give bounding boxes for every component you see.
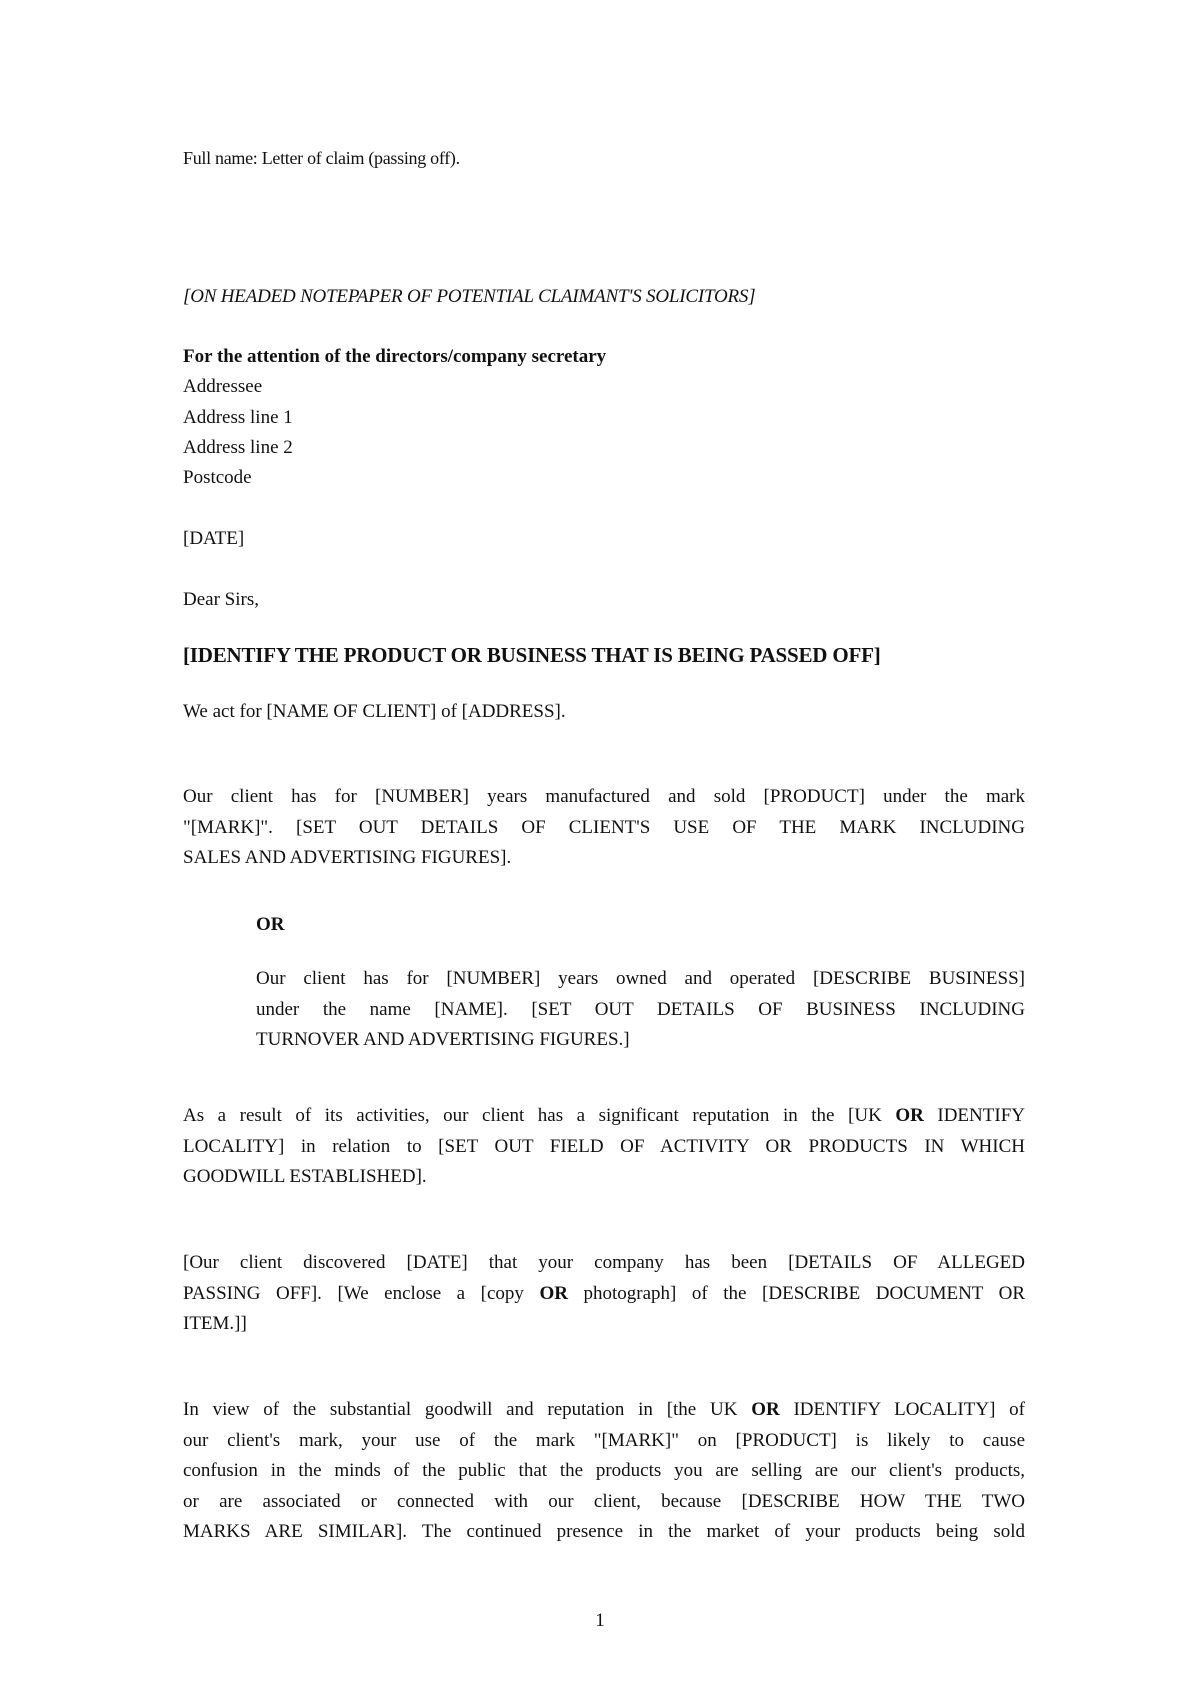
paragraph-view (183, 1395, 1025, 1548)
page-number: 1 (595, 1610, 605, 1631)
or-emphasis: OR (751, 1399, 780, 1420)
paragraph-line: our client's mark, your use of the mark "[MARK]" on [PRODUCT] is likely to cause (183, 1429, 1025, 1451)
text-run: IDENTIFY LOCALITY] of (779, 1399, 1025, 1420)
paragraph-line: or are associated or connected with our client, because [DESCRIBE HOW THE TWO (183, 1490, 1025, 1512)
letter-heading: [IDENTIFY THE PRODUCT OR BUSINESS THAT IS BEING PASSED OFF] (183, 643, 881, 667)
address-postcode: Postcode (183, 467, 252, 488)
text-run: IDENTIFY (923, 1105, 1025, 1126)
paragraph-line: Our client has for [NUMBER] years owned and operated [DESCRIBE BUSINESS] (256, 968, 1025, 989)
address-line-1: Address line 1 (183, 407, 293, 428)
address-addressee: Addressee (183, 376, 263, 397)
paragraph-line (183, 1101, 1025, 1132)
paragraph-line: MARKS ARE SIMILAR]. The continued presence in the market of your products being sold (183, 1521, 1025, 1542)
date-line: [DATE] (183, 528, 245, 549)
full-name-line: Full name: Letter of claim (passing off). (183, 148, 460, 168)
paragraph-line: TURNOVER AND ADVERTISING FIGURES.] (256, 1029, 630, 1050)
paragraph-line: ITEM.]] (183, 1313, 247, 1334)
paragraph-line: Our client has for [NUMBER] years manufactured and sold [PRODUCT] under the mark (183, 786, 1025, 807)
attention-line: For the attention of the directors/company secretary (183, 346, 607, 367)
address-line-2: Address line 2 (183, 437, 293, 458)
text-run: As a result of its activities, our client has a significant reputation in the [UK (183, 1105, 896, 1126)
or-label: OR (256, 914, 285, 935)
paragraph-client-product (183, 782, 1025, 874)
paragraph-line: LOCALITY] in relation to [SET OUT FIELD OF ACTIVITY OR PRODUCTS IN WHICH (183, 1135, 1025, 1157)
salutation: Dear Sirs, (183, 589, 259, 610)
text-run: PASSING OFF]. [We enclose a [copy (183, 1282, 540, 1304)
paragraph-discovered (183, 1248, 1025, 1340)
paragraph-line (183, 1395, 1025, 1426)
text-run: photograph] of the [DESCRIBE DOCUMENT OR (567, 1282, 1026, 1304)
paragraph-line: under the name [NAME]. [SET OUT DETAILS OF BUSINESS INCLUDING (256, 998, 1025, 1020)
paragraph-line: GOODWILL ESTABLISHED]. (183, 1166, 427, 1187)
or-emphasis: OR (895, 1105, 924, 1126)
paragraph-line (183, 1279, 1025, 1310)
paragraph-client-business (256, 964, 1025, 1056)
text-run: In view of the substantial goodwill and reputation in [the UK (183, 1399, 752, 1420)
paragraph-line: "[MARK]". [SET OUT DETAILS OF CLIENT'S USE OF THE MARK INCLUDING (183, 816, 1025, 838)
act-for-line: We act for [NAME OF CLIENT] of [ADDRESS]. (183, 701, 566, 722)
paragraph-reputation (183, 1101, 1025, 1193)
paragraph-line: SALES AND ADVERTISING FIGURES]. (183, 847, 512, 868)
paragraph-line: confusion in the minds of the public that the products you are selling are our client's products, (183, 1460, 1025, 1481)
or-emphasis: OR (539, 1282, 568, 1304)
paragraph-line: [Our client discovered [DATE] that your company has been [DETAILS OF ALLEGED (183, 1252, 1025, 1273)
headed-notepaper-note: [ON HEADED NOTEPAPER OF POTENTIAL CLAIMANT'S SOLICITORS] (183, 286, 756, 307)
